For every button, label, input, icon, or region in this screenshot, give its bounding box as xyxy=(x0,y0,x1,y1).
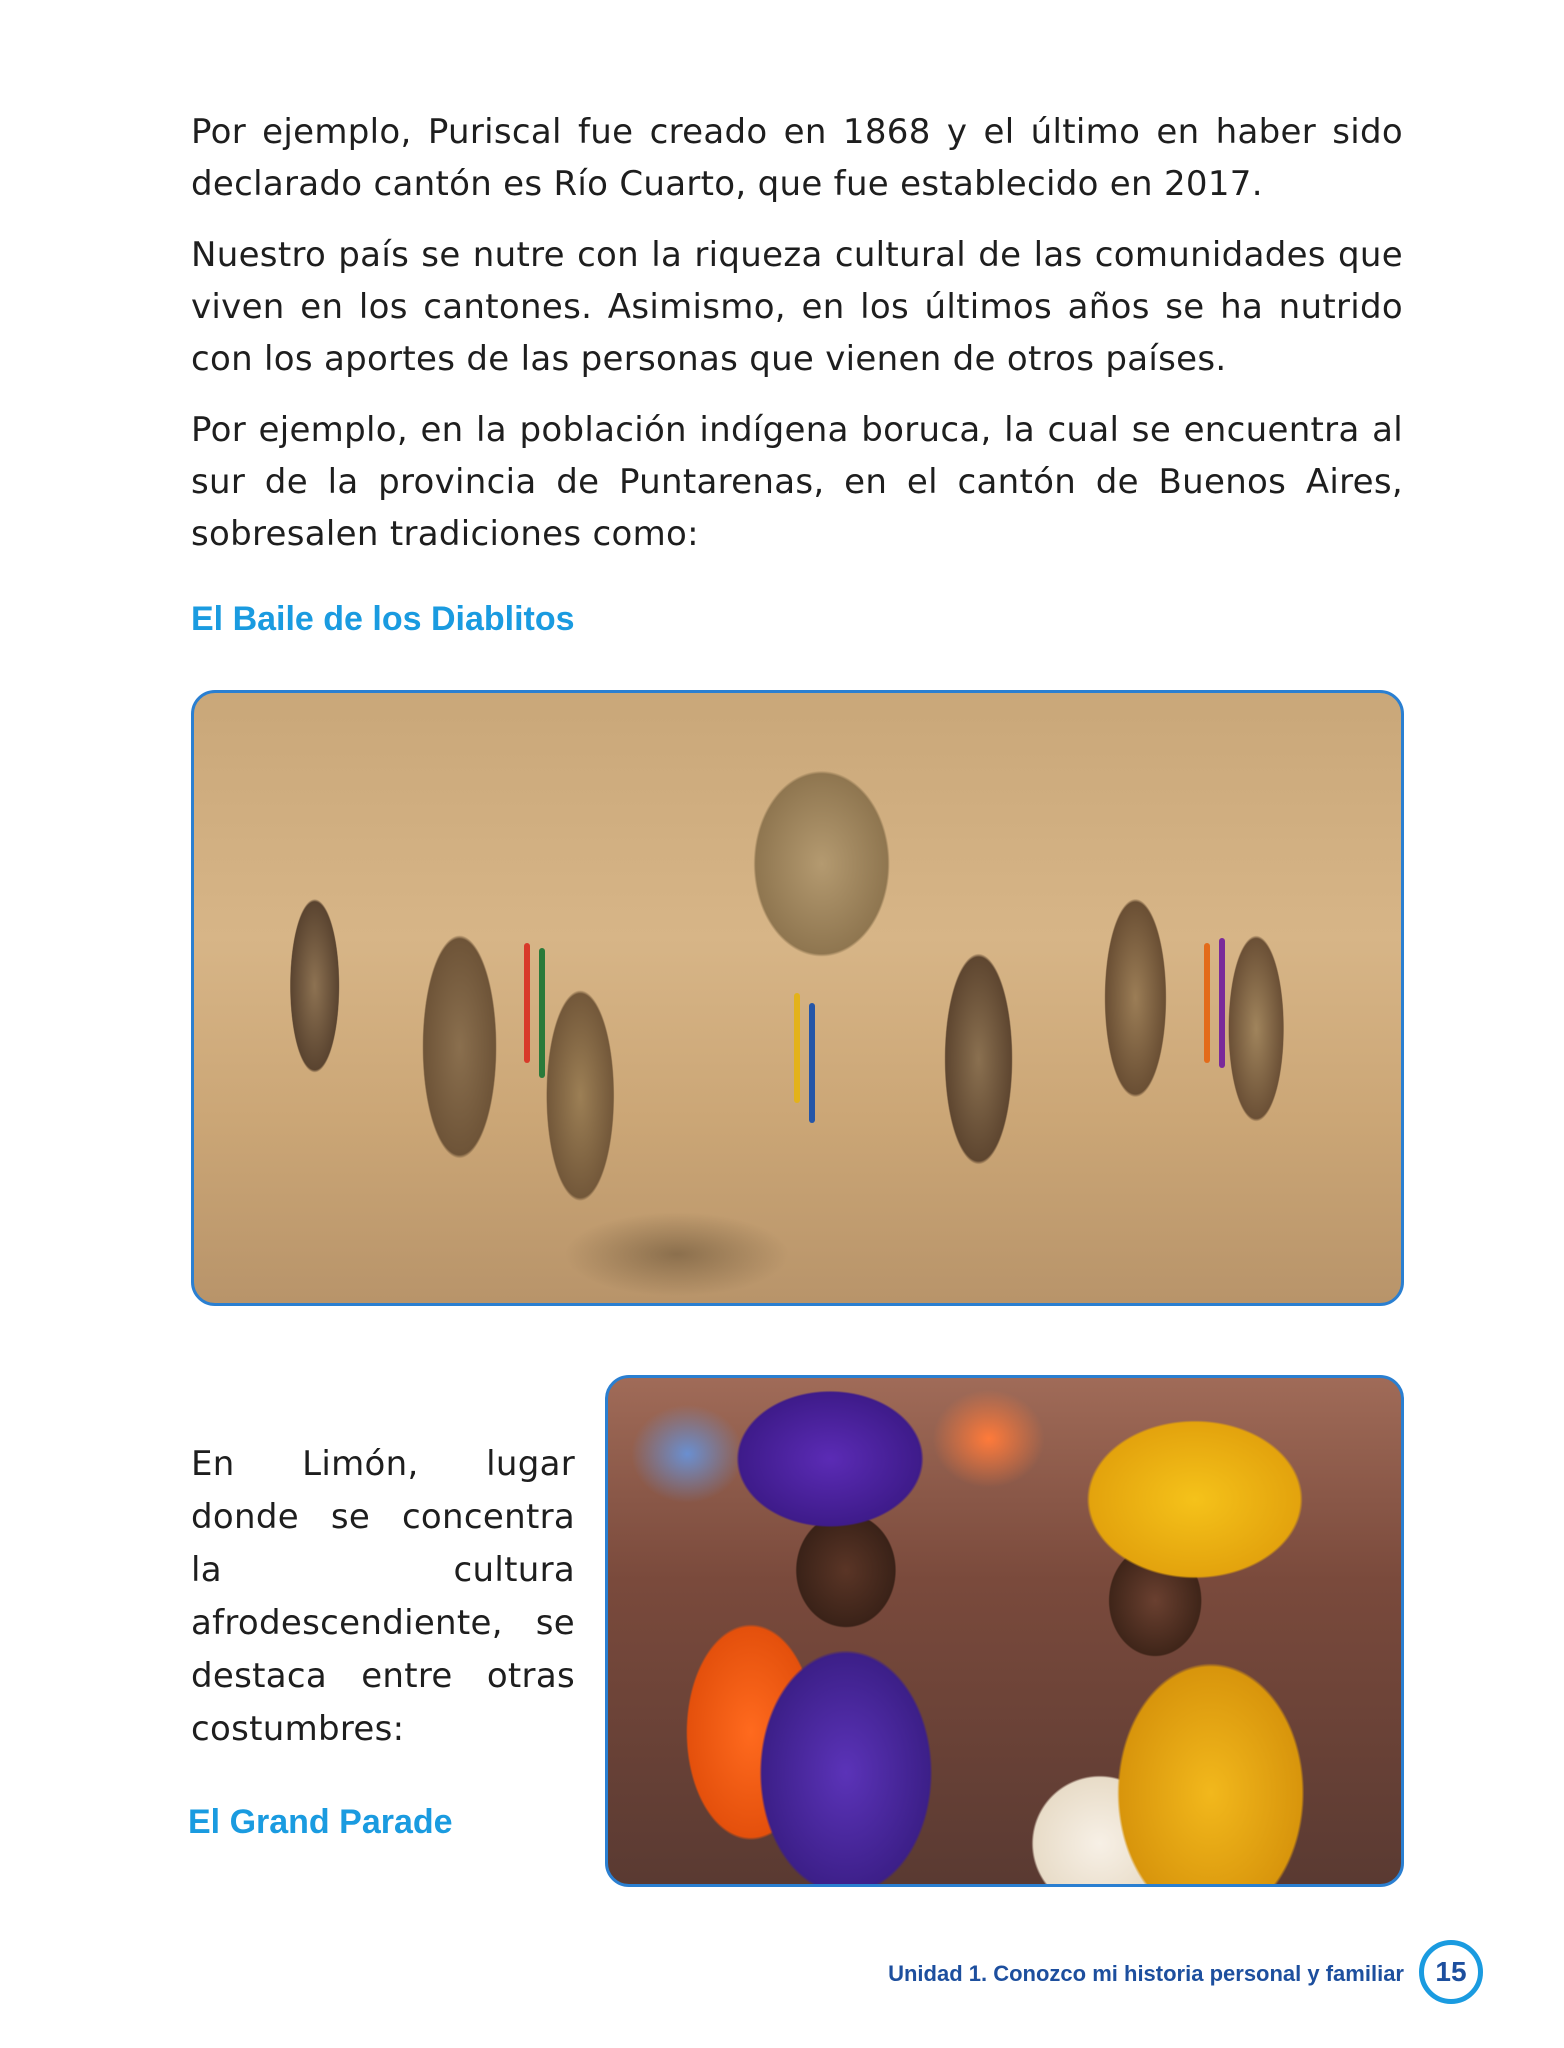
paragraph-puriscal: Por ejemplo, Puriscal fue creado en 1868 y el último en haber sido declarado cantón es Río Cuarto, que fue establecido en 2017. xyxy=(191,112,1403,204)
footer-unit-title: Unidad 1. Conozco mi historia personal y familiar xyxy=(888,1961,1404,1986)
paragraph-riqueza-cultural: Nuestro país se nutre con la riqueza cultural de las comunidades que viven en los cantones. Asimismo, en los últimos años se ha nutrido con los aportes de las personas que vienen de otros países. xyxy=(191,235,1403,379)
page-number-badge: 15 xyxy=(1419,1940,1483,2004)
ribbon-green xyxy=(539,948,545,1078)
ribbon-orange xyxy=(1204,943,1210,1063)
paragraph-limon: En Limón, lugar donde se concentra la cultura afrodescendiente, se destaca entre otras costumbres: xyxy=(191,1444,575,1749)
heading-baile-diablitos: El Baile de los Diablitos xyxy=(191,600,575,638)
ribbon-blue xyxy=(809,1003,815,1123)
ribbon-yellow xyxy=(794,993,800,1103)
ribbon-red xyxy=(524,943,530,1063)
photo-baile-diablitos xyxy=(191,690,1404,1306)
paragraph-boruca: Por ejemplo, en la población indígena boruca, la cual se encuentra al sur de la provincia de Puntarenas, en el cantón de Buenos Aires, sobresalen tradiciones como: xyxy=(191,410,1403,554)
heading-grand-parade: El Grand Parade xyxy=(188,1803,453,1841)
photo-grand-parade xyxy=(605,1375,1404,1887)
ribbon-purple xyxy=(1219,938,1225,1068)
